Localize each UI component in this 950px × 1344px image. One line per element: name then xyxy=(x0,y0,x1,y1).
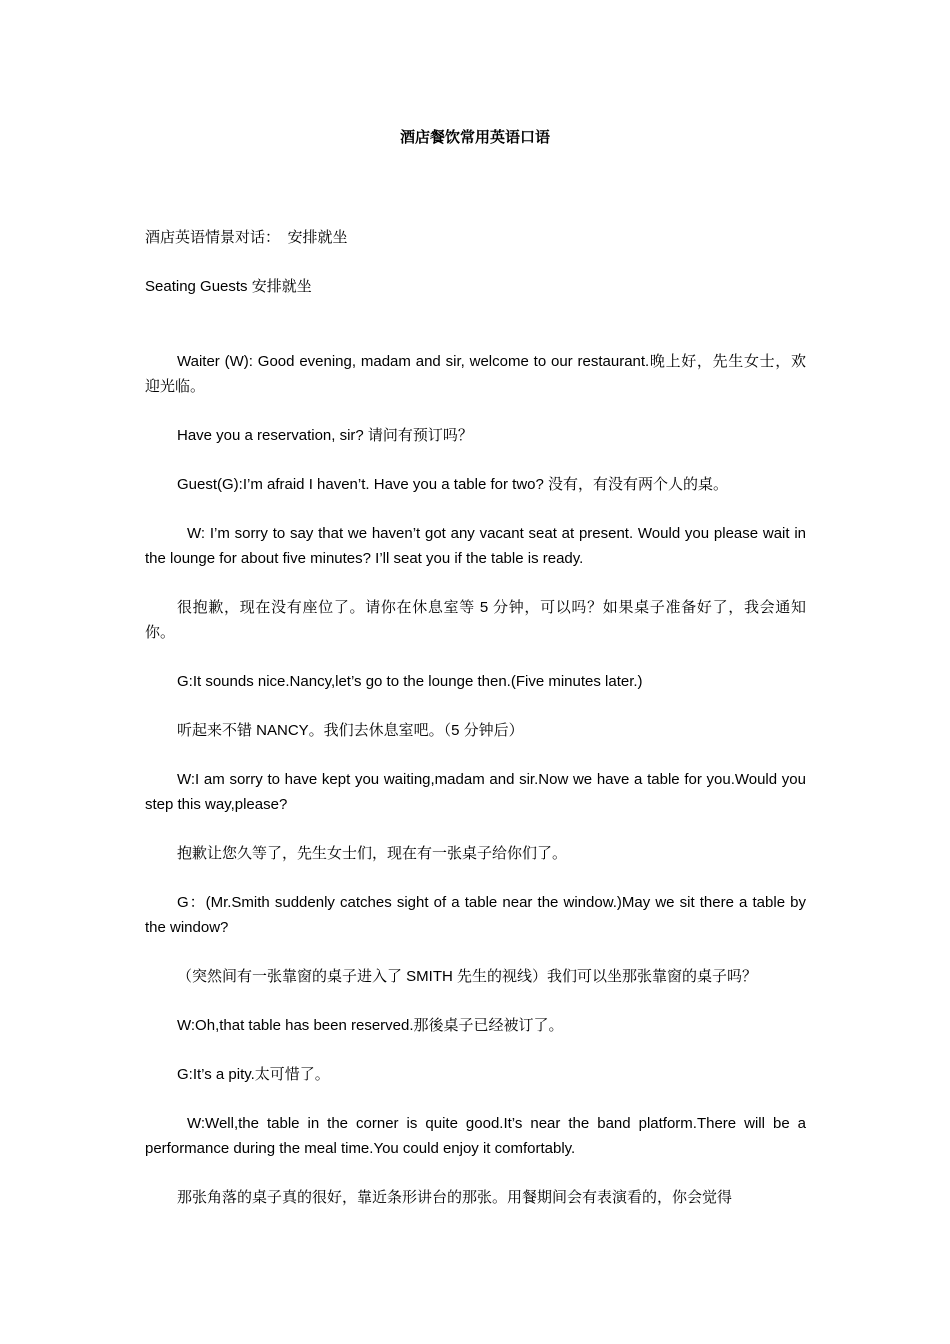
subheading: Seating Guests 安排就坐 xyxy=(145,278,312,295)
translation-line: （突然间有一张靠窗的桌子进入了 SMITH 先生的视线）我们可以坐那张靠窗的桌子吗？ xyxy=(177,968,758,985)
translation-line: 抱歉让您久等了，先生女士们，现在有一张桌子给你们了。 xyxy=(177,845,568,862)
translation-line: 听起来不错 NANCY。我们去休息室吧。（5 分钟后） xyxy=(177,722,524,739)
section-heading: 酒店英语情景对话： 安排就坐 xyxy=(145,229,348,246)
dialogue-line: G:It sounds nice.Nancy,let’s go to the lounge then.(Five minutes later.) xyxy=(177,673,643,690)
dialogue-line: W:Well,the table in the corner is quite good.It’s near the band platform.There will be a performance during the meal time.You could enjoy it comfortably. xyxy=(145,1115,806,1157)
translation-line: 那张角落的桌子真的很好，靠近条形讲台的那张。用餐期间会有表演看的，你会觉得 xyxy=(177,1189,733,1206)
dialogue-line: Guest(G):I’m afraid I haven’t. Have you a table for two? 没有，有没有两个人的桌。 xyxy=(177,476,729,493)
translation-line: 很抱歉，现在没有座位了。请你在休息室等 5 分钟，可以吗？如果桌子准备好了，我会通知你。 xyxy=(145,599,806,641)
document-body xyxy=(145,225,806,1210)
document-title: 酒店餐饮常用英语口语 xyxy=(399,129,550,146)
dialogue-line: G：(Mr.Smith suddenly catches sight of a table near the window.)May we sit there a table by the window? xyxy=(145,894,806,936)
dialogue-line: Have you a reservation, sir? 请问有预订吗？ xyxy=(177,427,473,444)
dialogue-line: Waiter (W): Good evening, madam and sir, welcome to our restaurant.晚上好，先生女士，欢迎光临。 xyxy=(145,353,806,395)
dialogue-line: W:I am sorry to have kept you waiting,madam and sir.Now we have a table for you.Would you step this way,please? xyxy=(145,771,806,813)
dialogue-line: G:It’s a pity.太可惜了。 xyxy=(177,1066,330,1083)
dialogue-line: W: I’m sorry to say that we haven’t got any vacant seat at present. Would you please wait in the lounge for about five minutes? I’ll seat you if the table is ready. xyxy=(145,525,806,567)
dialogue-line: W:Oh,that table has been reserved.那後桌子已经被订了。 xyxy=(177,1017,564,1034)
